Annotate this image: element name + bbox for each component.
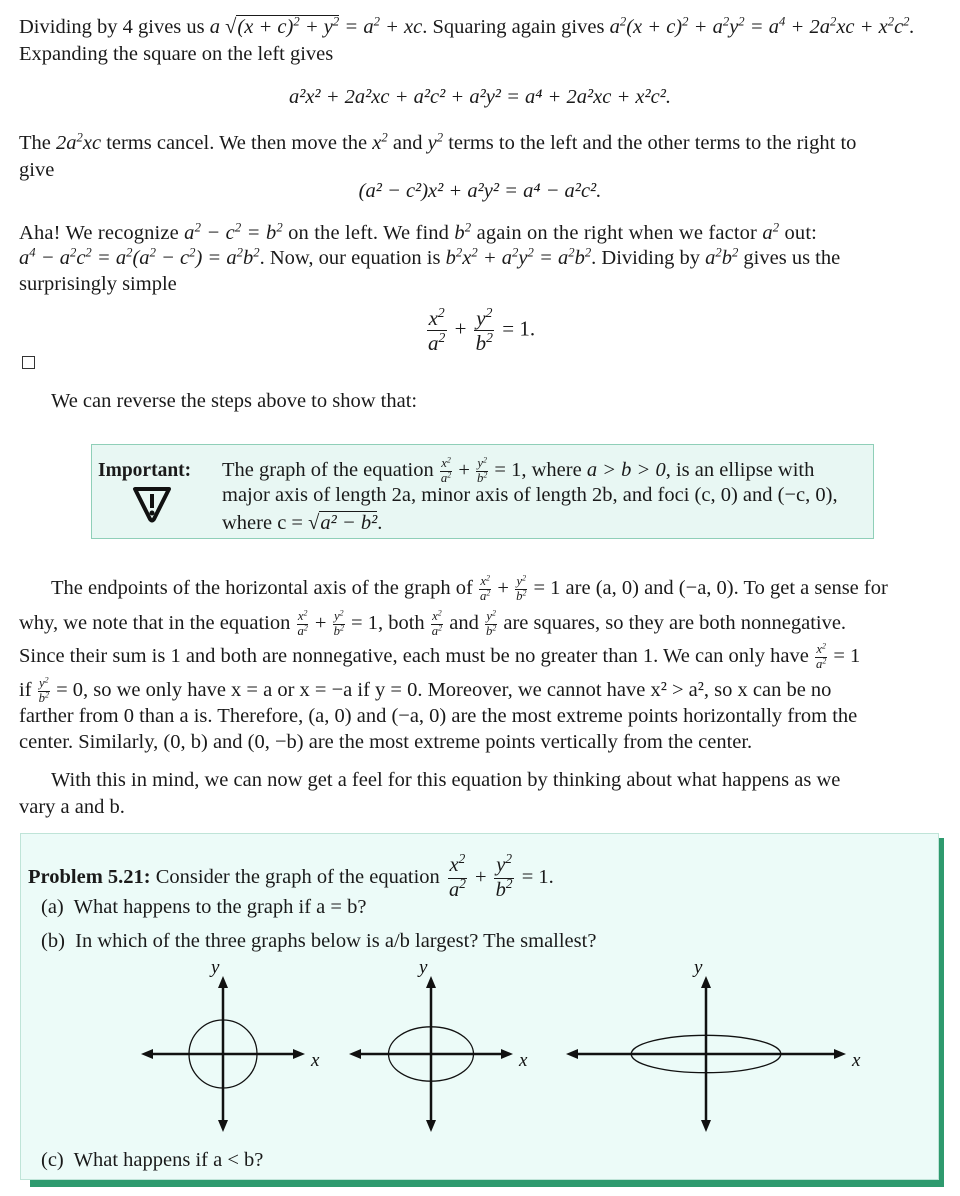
y-axis-arrow-up xyxy=(218,976,228,988)
math-squared-expr: $a^2(x + c)^2 + a^2y^2 = a^4 + 2a^2xc + x^2c^2$. xyxy=(609,14,915,38)
para4-line5: farther from 0 than a is. Therefore, (a, 0) and (−a, 0) are the most extreme points horizontally from the xyxy=(19,705,858,727)
math-sqrt-expr: a $√(x + c)^2 + y^2 = a^2$ + xc xyxy=(209,14,423,38)
y-axis-arrow-down xyxy=(218,1120,228,1132)
x-axis-arrow-right xyxy=(293,1049,305,1059)
x-axis-label: x xyxy=(311,1050,320,1071)
ellipse-graphs xyxy=(21,959,938,1144)
para1-line1: Dividing by 4 gives us a $√(x + c)^2 + y^2 = a^2$ + xc. Squaring again gives $a^2(x + c)^2 + a^2y^2 = a^4 + 2a^2xc + x^2c^2$. xyxy=(19,14,915,38)
para2-line2: give xyxy=(19,159,55,181)
problem-part-c: (c) What happens if a < b? xyxy=(41,1149,264,1171)
x-axis-arrow-left xyxy=(349,1049,361,1059)
x-axis-label: x xyxy=(519,1050,528,1071)
para1-line2: Expanding the square on the left gives xyxy=(19,43,334,65)
equation-1: a²x² + 2a²xc + a²c² + a²y² = a⁴ + 2a²xc + x²c². xyxy=(288,86,672,108)
important-line2: major axis of length 2a, minor axis of length 2b, and foci (c, 0) and (−c, 0), xyxy=(222,484,838,506)
important-box xyxy=(91,444,874,539)
x-axis-arrow-left xyxy=(566,1049,578,1059)
para5-line1: With this in mind, we can now get a feel for this equation by thinking about what happens as we xyxy=(51,769,841,791)
problem-part-b: (b) In which of the three graphs below is a/b largest? The smallest? xyxy=(41,930,597,952)
y-axis-label: y xyxy=(694,959,703,978)
important-line3: where c = √a² − b². xyxy=(222,512,383,534)
reverse-text: We can reverse the steps above to show that: xyxy=(51,390,418,412)
important-line1: The graph of the equation $\frac{x^2}{a^2}$ + $\frac{y^2}{b^2}$ = 1, where a > b > 0, is an ellipse with xyxy=(222,455,815,485)
equation-2: (a² − c²)x² + a²y² = a⁴ − a²c². xyxy=(358,180,602,202)
equation-3: $\frac{x^2}{a^2}$ + $\frac{y^2}{b^2}$ = 1. xyxy=(428,304,536,356)
warning-triangle-icon xyxy=(131,485,173,523)
y-axis-label: y xyxy=(211,959,220,978)
y-axis-arrow-up xyxy=(426,976,436,988)
para2-line1: The $2a^2xc$ terms cancel. We then move the $x^2$ and $y^2$ terms to the left and the other terms to the right to xyxy=(19,130,857,154)
para3-line2: $a^4 - a^2c^2 = a^2(a^2 - c^2) = a^2b^2$. Now, our equation is $b^2x^2 + a^2y^2 = a^2b^2$. Dividing by $a^2b^2$ gives us the xyxy=(19,245,841,269)
y-axis-arrow-down xyxy=(701,1120,711,1132)
important-label: Important: xyxy=(98,460,192,481)
qed-box-icon xyxy=(22,356,35,369)
para4-line1: The endpoints of the horizontal axis of the graph of $\frac{x^2}{a^2}$ + $\frac{y^2}{b^2}$ = 1 are (a, 0) and (−a, 0). To get a sense for xyxy=(51,573,888,603)
para4-line2: why, we note that in the equation $\frac{x^2}{a^2}$ + $\frac{y^2}{b^2}$ = 1, both $\frac{x^2}{a^2}$ and $\frac{y^2}{b^2}$ are squares, so they are both nonnegative. xyxy=(19,608,847,638)
para5-line2: vary a and b. xyxy=(19,796,125,818)
x-axis-arrow-right xyxy=(834,1049,846,1059)
y-axis-arrow-down xyxy=(426,1120,436,1132)
para4-line3: Since their sum is 1 and both are nonnegative, each must be no greater than 1. We can only have $\frac{x^2}{a^2}$ = 1 xyxy=(19,641,861,671)
problem-part-a: (a) What happens to the graph if a = b? xyxy=(41,896,367,918)
problem-label: Problem 5.21: xyxy=(28,865,151,888)
y-axis-label: y xyxy=(419,959,428,978)
para3-line1: Aha! We recognize $a^2 - c^2 = b^2$ on the left. We find $b^2$ again on the right when we factor $a^2$ out: xyxy=(19,220,818,244)
x-axis-label: x xyxy=(852,1050,861,1071)
y-axis-arrow-up xyxy=(701,976,711,988)
problem-box xyxy=(20,833,939,1180)
x-axis-arrow-left xyxy=(141,1049,153,1059)
para3-line3: surprisingly simple xyxy=(19,273,177,295)
problem-heading: Problem 5.21: Consider the graph of the equation $\frac{x^2}{a^2}$ + $\frac{y^2}{b^2}$ = 1. xyxy=(28,851,554,901)
para4-line4: if $\frac{y^2}{b^2}$ = 0, so we only have x = a or x = −a if y = 0. Moreover, we cannot have x² > a², so x can be no xyxy=(19,675,832,705)
x-axis-arrow-right xyxy=(501,1049,513,1059)
para4-line6: center. Similarly, (0, b) and (0, −b) are the most extreme points vertically from the center. xyxy=(19,731,753,753)
